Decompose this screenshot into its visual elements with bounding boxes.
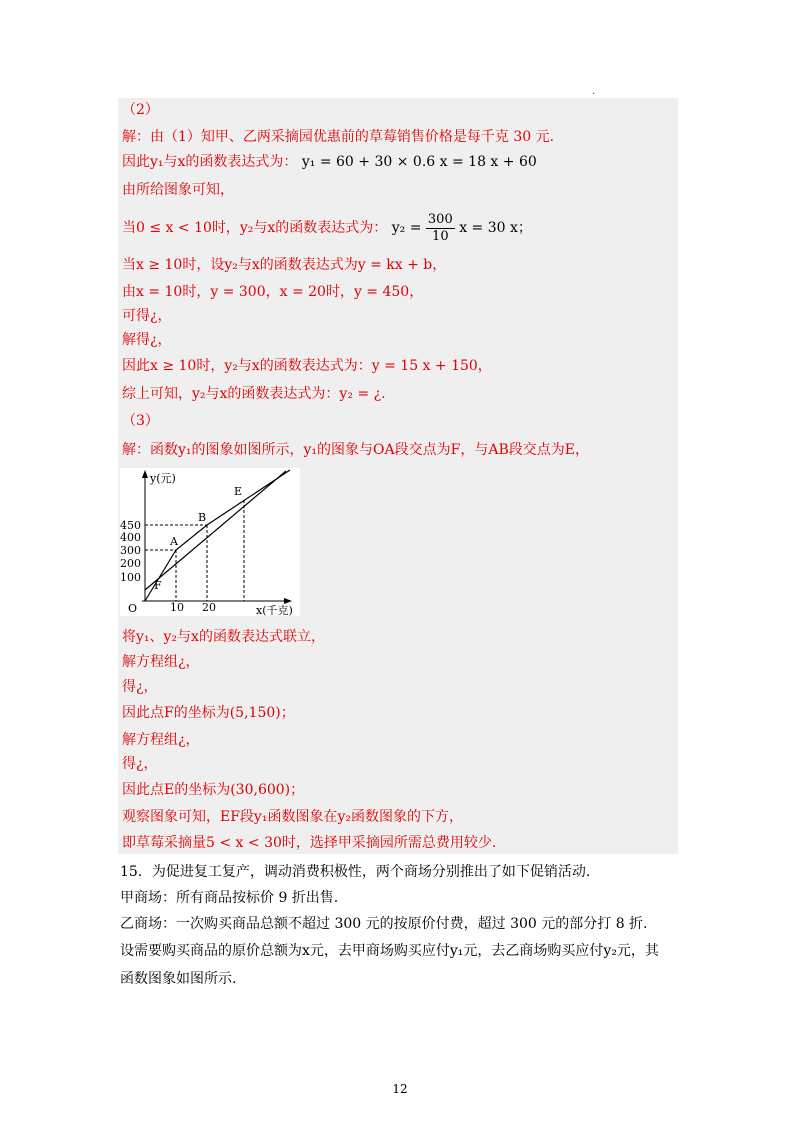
function-graph (120, 468, 300, 616)
solution-line: 观察图象可知，EF段y₁函数图象在y₂函数图象的下方， (122, 809, 463, 825)
solution-line: 由x = 10时，y = 300，x = 20时，y = 450， (122, 284, 424, 300)
solution-line: 解方程组¿， (122, 732, 200, 748)
solution-line: 综上可知，y₂与x的函数表达式为：y₂ = ¿. (122, 386, 386, 402)
part2-label: （2） (122, 102, 159, 118)
y-tick-label: 100 (120, 571, 141, 584)
point-label-b: B (198, 511, 207, 524)
fraction (426, 212, 455, 245)
solution-line: 由所给图象可知， (122, 182, 234, 198)
problem-line: 15．为促进复工复产，调动消费积极性，两个商场分别推出了如下促销活动. (120, 864, 591, 880)
solution-line: 解方程组¿， (122, 654, 200, 670)
origin-label: O (128, 602, 138, 615)
solution-line: 解得¿， (122, 332, 172, 348)
problem-line: 函数图象如图所示. (120, 971, 237, 987)
problem-line: 设需要购买商品的原价总额为x元，去甲商场购买应付y₁元，去乙商场购买应付y₂元，其 (120, 943, 659, 959)
x-axis-label: x(千克) (256, 604, 293, 616)
y-tick-label: 200 (120, 557, 141, 570)
y1-line (145, 471, 286, 590)
solution-line: 因此x ≥ 10时，y₂与x的函数表达式为：y = 15 x + 150， (122, 358, 492, 374)
header-dot: . (592, 86, 596, 97)
equation-rhs: x = 30 x； (459, 220, 532, 236)
line-prefix: 当0 ≤ x < 10时，y₂与x的函数表达式为： (122, 220, 388, 236)
problem-line: 乙商场：一次购买商品总额不超过 300 元的按原价付费，超过 300 元的部分打 8 折. (120, 916, 648, 932)
page-number: 12 (392, 1082, 408, 1096)
point-label-e: E (234, 485, 243, 498)
y-axis-label: y(元) (150, 472, 176, 485)
y2-line (145, 470, 290, 601)
solution-line: 得¿， (122, 679, 158, 695)
point-label-a: A (170, 535, 178, 548)
line-prefix: 因此y₁与x的函数表达式为： (122, 154, 298, 170)
solution-line: 因此点E的坐标为(30,600)； (122, 782, 305, 798)
solution-line (122, 152, 537, 172)
graph-svg (120, 468, 300, 616)
point-label-f: F (154, 579, 162, 592)
fraction-numerator: 300 (427, 211, 453, 227)
y-tick-label: 300 (120, 544, 141, 557)
solution-line: 解：由（1）知甲、乙两采摘园优惠前的草莓销售价格是每千克 30 元. (122, 129, 555, 145)
y-tick-label: 450 (120, 519, 141, 532)
y-axis-arrow (142, 470, 148, 478)
part3-label: （3） (122, 413, 159, 429)
solution-line (122, 210, 532, 246)
x-tick-label: 10 (170, 601, 184, 614)
x-tick-label: 20 (202, 601, 216, 614)
solution-line: 当x ≥ 10时，设y₂与x的函数表达式为y = kx + b， (122, 257, 447, 273)
solution-line: 解：函数y₁的图象如图所示，y₁的图象与OA段交点为F，与AB段交点为E， (122, 442, 589, 458)
solution-line: 将y₁、y₂与x的函数表达式联立， (122, 629, 325, 645)
solution-line: 因此点F的坐标为(5,150)； (122, 705, 295, 721)
equation-lhs: y₂ = (391, 220, 422, 236)
problem-line: 甲商场：所有商品按标价 9 折出售. (120, 890, 339, 906)
solution-line: 得¿， (122, 756, 158, 772)
solution-line: 即草莓采摘量5 < x < 30时，选择甲采摘园所需总费用较少. (122, 835, 497, 851)
equation: y₁ = 60 + 30 × 0.6 x = 18 x + 60 (301, 154, 537, 170)
fraction-denominator: 10 (432, 228, 449, 244)
y-tick-label: 400 (120, 531, 141, 544)
solution-line: 可得¿， (122, 308, 172, 324)
